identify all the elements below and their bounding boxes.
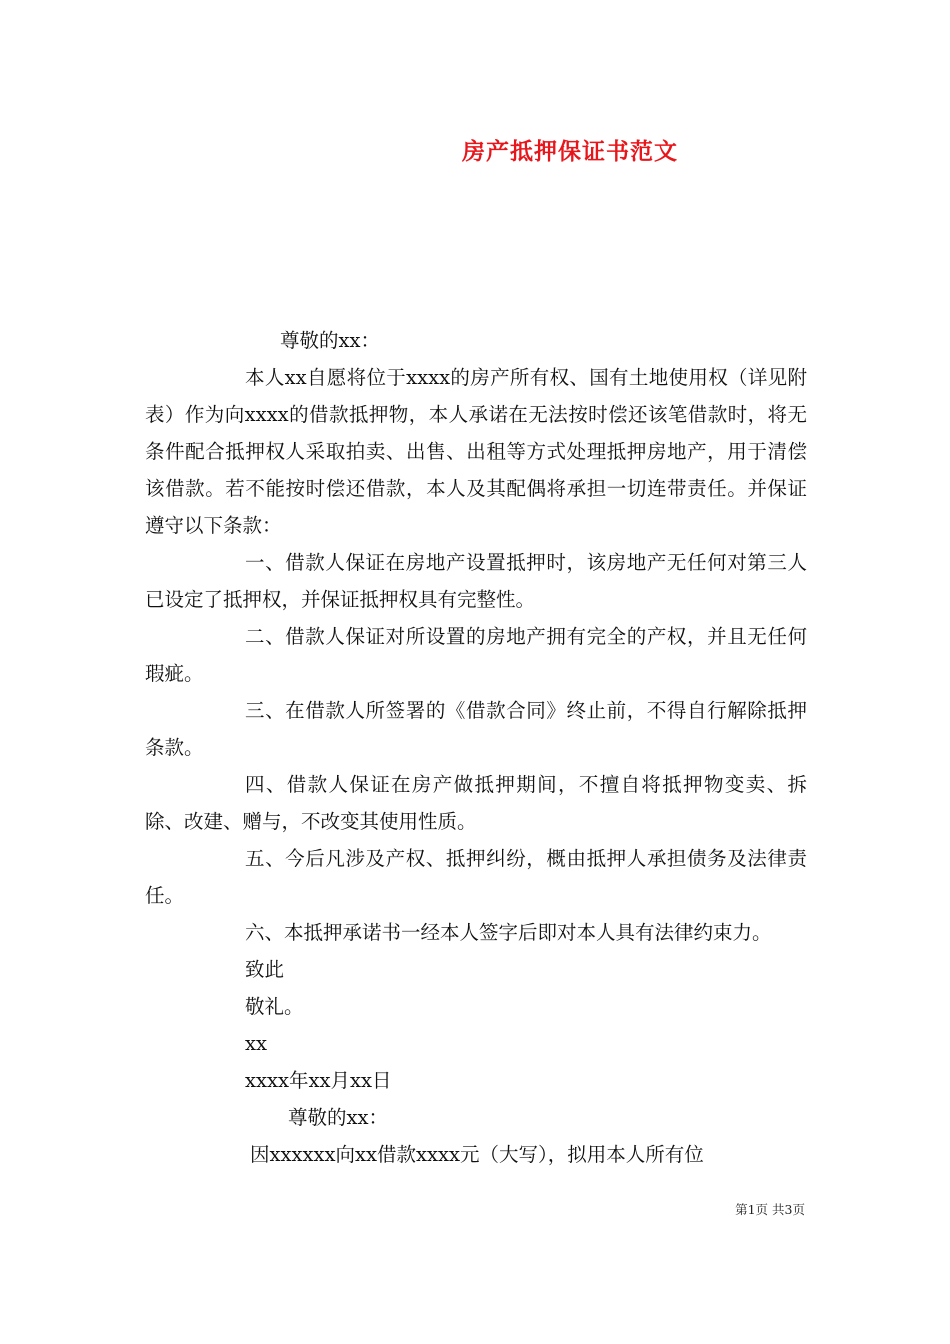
paragraph-intro: 本人xx自愿将位于xxxx的房产所有权、国有土地使用权（详见附表）作为向xxxx的借款抵押物，本人承诺在无法按时偿还该笔借款时，将无条件配合抵押权人采取拍卖、出售、出租等方式处理抵押房地产，用于清偿该借款。若不能按时偿还借款，本人及其配偶将承担一切连带责任。并保证遵守以下条款：: [145, 366, 807, 537]
document-body: [145, 322, 807, 1173]
clause-2: 二、借款人保证对所设置的房地产拥有完全的产权，并且无任何瑕疵。: [145, 625, 807, 685]
paragraph-2: 因xxxxxx向xx借款xxxx元（大写），拟用本人所有位: [250, 1143, 704, 1166]
clause-4: 四、借款人保证在房产做抵押期间，不擅自将抵押物变卖、拆除、改建、赠与，不改变其使用性质。: [145, 773, 807, 833]
document-title: 房产抵押保证书范文: [462, 138, 678, 165]
clause-3: 三、在借款人所签署的《借款合同》终止前，不得自行解除抵押条款。: [145, 699, 807, 759]
clause-5: 五、今后凡涉及产权、抵押纠纷，概由抵押人承担债务及法律责任。: [145, 847, 807, 907]
date-line: xxxx年xx月xx日: [245, 1069, 392, 1092]
closing-line-1: 致此: [245, 958, 285, 981]
page-number: 第1页 共3页: [735, 1202, 805, 1217]
closing-line-2: 敬礼。: [245, 995, 304, 1018]
salutation-2: 尊敬的xx：: [288, 1106, 388, 1129]
clause-1: 一、借款人保证在房地产设置抵押时，该房地产无任何对第三人已设定了抵押权，并保证抵押权具有完整性。: [145, 551, 807, 611]
clause-6: 六、本抵押承诺书一经本人签字后即对本人具有法律约束力。: [245, 921, 772, 944]
salutation: 尊敬的xx：: [280, 329, 380, 352]
signature: xx: [245, 1032, 267, 1055]
